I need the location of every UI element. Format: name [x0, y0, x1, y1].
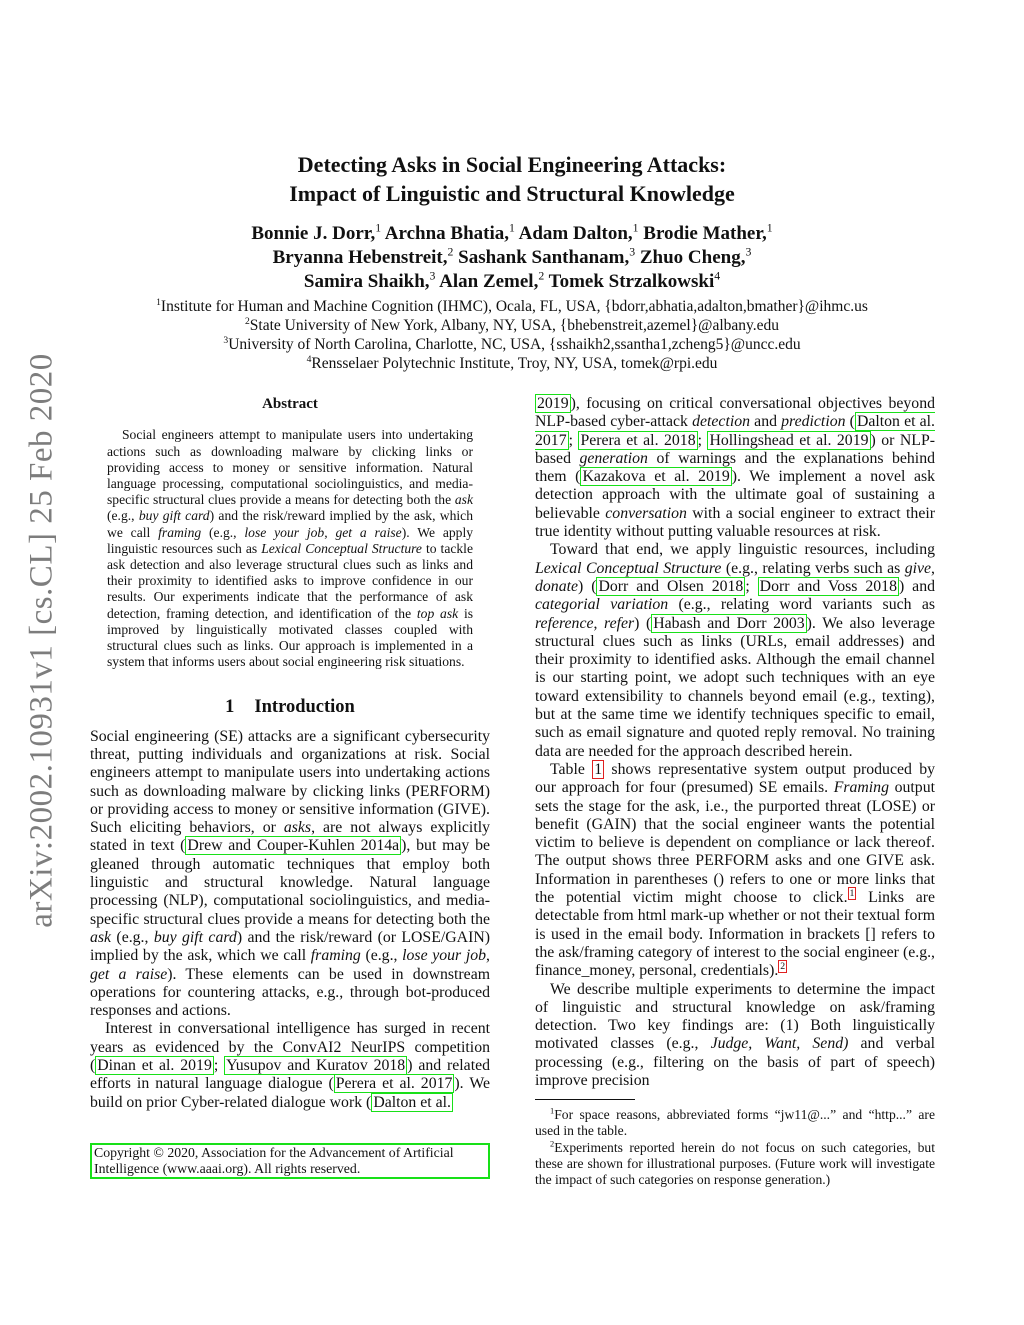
citation-link[interactable]: Perera et al. 2017: [335, 1075, 453, 1093]
abstract-section: [90, 395, 490, 670]
affiliation: $^3$University of North Carolina, Charlotte, NC, USA, {sshaikh2,ssantha1,zcheng5}@uncc.edu: [223, 334, 801, 353]
arxiv-identifier: [18, 330, 66, 950]
author: Tomek Strzalkowski$^4$: [548, 269, 721, 292]
author: Alan Zemel,$^2$: [439, 269, 545, 292]
author: Zhuo Cheng,$^3$: [639, 245, 752, 268]
paper-title: [88, 150, 936, 208]
right-column: [535, 395, 935, 1188]
footnote: $^1$For space reasons, abbreviated forms “jw11@...” and “http...” are used in the table.: [535, 1105, 935, 1139]
author-list: [88, 222, 936, 294]
intro-paragraph-2: Interest in conversational intelligence has surged in recent years as evidenced by the ConvAI2 NeurIPS competition ( Dinan et al. 2019 ; Yusupov and Kuratov 2018 ) and related efforts in natural language dialogue ( Perera et al. 2017 ). We build on prior Cyber-related dialogue work ( Dalton et al.: [90, 1020, 490, 1111]
author: Archna Bhatia,$^1$: [384, 221, 515, 244]
footnote: $^2$Experiments reported herein do not focus on such categories, but these are shown for illustrational purposes. (Future work will investigate the impact of such categories on response generation.): [535, 1138, 935, 1188]
abstract-heading: Abstract: [262, 396, 318, 412]
affiliation-list: [88, 297, 936, 373]
paper-header: [88, 150, 936, 373]
title-line-2: Impact of Linguistic and Structural Knowledge: [289, 181, 735, 206]
footnote-link[interactable]: 2: [780, 960, 786, 972]
section-heading-introduction: [90, 698, 490, 716]
citation-link[interactable]: Yusupov and Kuratov 2018: [226, 1056, 406, 1074]
left-column: [90, 395, 490, 1112]
table-reference-link[interactable]: 1: [594, 760, 603, 778]
right-paragraph-1: 2019 ), focusing on critical conversational objectives beyond NLP-based cyber-attack detection and prediction ( Dalton et al. 2017 ; Perera et al. 2018 ; Hollingshead et al. 2019 ) or NLP-based generation of warnings and the explanations behind them ( Kazakova et al. 2019 ). We implement a novel ask detection approach with the ultimate goal of sustaining a believable conversation with a social engineer to extract their true identity without putting valuable resources at risk.: [535, 395, 936, 541]
arxiv-identifier-text: arXiv:2002.10931v1 [cs.CL] 25 Feb 2020: [23, 352, 60, 928]
author: Sashank Santhanam,$^3$: [458, 245, 636, 268]
author: Adam Dalton,$^1$: [518, 221, 639, 244]
right-paragraph-4: We describe multiple experiments to determine the impact of linguistic and structural knowledge on ask/framing detection. Two key findings are: (1) Both linguistically motivated classes (e.g., Judge, Want, Send) and verbal processing (e.g., filtering on the basis of part of speech) improve precision: [535, 980, 935, 1089]
citation-link[interactable]: Kazakova et al. 2019: [582, 468, 730, 486]
citation-link[interactable]: Perera et al. 2018: [580, 431, 696, 449]
affiliation: $^4$Rensselaer Polytechnic Institute, Troy, NY, USA, tomek@rpi.edu: [306, 353, 718, 372]
affiliation: $^1$Institute for Human and Machine Cognition (IHMC), Ocala, FL, USA, {bdorr,abhatia,adalton,bmather}@ihmc.us: [156, 296, 868, 315]
citation-link[interactable]: Dalton et al. 2017: [535, 413, 935, 449]
author: Bonnie J. Dorr,$^1$: [251, 221, 382, 244]
citation-link[interactable]: Dalton et al.: [373, 1093, 451, 1111]
abstract-text: Social engineers attempt to manipulate users into undertaking actions such as downloading malware by clicking links or providing access to money or sensitive information. Natural language processing, computational sociolinguistics, and media-specific structural clues provide a means for detecting both the ask (e.g., buy gift card) and the risk/reward implied by the ask, which we call framing (e.g., lose your job, get a raise). We apply linguistic resources such as Lexical Conceptual Structure to tackle ask detection and also leverage structural clues such as links and their proximity to identified asks to improve confidence in our results. Our experiments indicate that the performance of ask detection, framing detection, and identification of the top ask is improved by linguistically motivated classes coupled with structural clues such as links. Our approach is implemented in a system that informs users about social engineering risk situations.: [107, 427, 474, 670]
author: Samira Shaikh,$^3$: [303, 269, 436, 292]
footnote-link[interactable]: 1: [849, 887, 855, 899]
author: Brodie Mather,$^1$: [643, 221, 773, 244]
title-line-1: Detecting Asks in Social Engineering Attacks:: [297, 152, 727, 177]
intro-paragraph-1: Social engineering (SE) attacks are a significant cybersecurity threat, putting individuals and organizations at risk. Social engineers attempt to manipulate users into undertaking actions such as downloading malware by clicking links (PERFORM) or providing access to money or sensitive information (GIVE). Such eliciting behaviors, or asks, are not always explicitly stated in text ( Drew and Couper-Kuhlen 2014a ), but may be gleaned through automatic techniques that employ both linguistic and structural knowledge. Natural language processing (NLP), computational sociolinguistics, and media-specific structural clues provide a means for detecting both the ask (e.g., buy gift card) and the risk/reward (or LOSE/GAIN) implied by the ask, which we call framing (e.g., lose your job, get a raise). These elements can be used in downstream operations for countering attacks, e.g., through bot-produced responses and actions.: [90, 727, 490, 1020]
right-paragraph-2: Toward that end, we apply linguistic resources, including Lexical Conceptual Structure (e.g., relating verbs such as give, donate) ( Dorr and Olsen 2018 ; Dorr and Voss 2018 ) and categorial variation (e.g., relating word variants such as reference, refer) ( Habash and Dorr 2003 ). We also leverage structural clues such as links (URLs, email addresses) and their proximity to identified asks. Although the email channel is our starting point, we adopt such techniques with an eye toward extensibility to channels beyond email (e.g., texting), but at the same time we identify techniques specific to email, such as email signature and quoted reply removal. No training data are needed for the approach described herein.: [535, 541, 935, 760]
section-number: 1: [225, 697, 235, 718]
copyright-text: Copyright © 2020, Association for the Advancement of Artificial Intelligence (www.aaai.org). All rights reserved.: [94, 1145, 454, 1176]
citation-link[interactable]: Hollingshead et al. 2019: [709, 431, 869, 449]
affiliation: $^2$State University of New York, Albany, NY, USA, {bhebenstreit,azemel}@albany.edu: [244, 315, 780, 334]
citation-link[interactable]: Drew and Couper-Kuhlen 2014a: [187, 837, 400, 855]
section-title: Introduction: [254, 697, 355, 718]
author: Bryanna Hebenstreit,$^2$: [272, 245, 454, 268]
citation-link[interactable]: Dorr and Voss 2018: [759, 577, 897, 595]
footnote-divider: [535, 1099, 635, 1100]
citation-link[interactable]: Dorr and Olsen 2018: [598, 577, 744, 595]
citation-link[interactable]: Dinan et al. 2019: [97, 1056, 212, 1074]
citation-link[interactable]: 2019: [537, 395, 569, 412]
copyright-notice[interactable]: [90, 1143, 490, 1179]
right-paragraph-3: Table 1 shows representative system output produced by our approach for four (presumed) SE emails. Framing output sets the stage for the ask, i.e., the purported threat (LOSE) or benefit (GAIN) that the social engineer wants the potential victim to believe is dependent on compliance or lack thereof. The output shows three PERFORM asks and one GIVE ask. Information in parentheses () refers to one or more links that the potential victim might choose to click. $^1$ Links are detectable from html mark-up whether or not their textual form is used in the email body. Information in brackets [] refers to the ask/framing category of interest to the social engineer (e.g., finance_money, personal, credentials). $^2$: [535, 760, 935, 980]
citation-link[interactable]: Habash and Dorr 2003: [653, 614, 805, 632]
